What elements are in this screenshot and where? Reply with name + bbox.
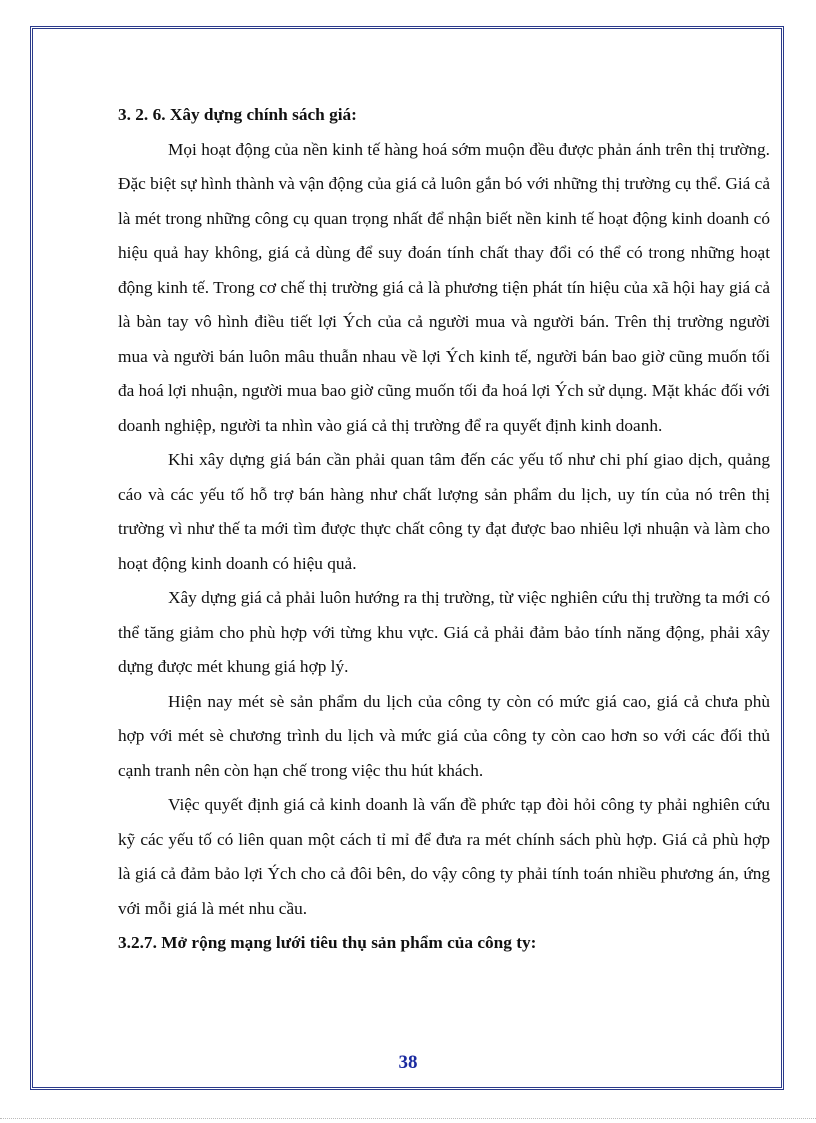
paragraph-4: Hiện nay mét sè sản phẩm du lịch của công ty còn có mức giá cao, giá cả chưa phù hợp với mét sè chương trình du lịch và mức giá của công ty còn cao hơn so với các đối thủ cạnh tranh nên còn hạn chế trong việc thu hút khách. [118, 691, 770, 780]
paragraph-3: Xây dựng giá cả phải luôn hướng ra thị trường, từ việc nghiên cứu thị trường ta mới có thể tăng giảm cho phù hợp với từng khu vực. Giá cả phải đảm bảo tính năng động, phải xây dựng được mét khung giá hợp lý. [118, 588, 770, 676]
document-body [118, 98, 770, 961]
section-heading-3-2-7: 3.2.7. Mở rộng mạng lưới tiêu thụ sản phẩm của công ty: [118, 933, 537, 952]
page-bottom-divider [0, 1118, 816, 1119]
section-heading-3-2-6: 3. 2. 6. Xây dựng chính sách giá: [118, 105, 357, 124]
paragraph-2: Khi xây dựng giá bán cần phải quan tâm đến các yếu tố như chi phí giao dịch, quảng cáo và các yếu tố hỗ trợ bán hàng như chất lượng sản phẩm du lịch, uy tín của nó trên thị trường vì như thế ta mới tìm được thực chất công ty đạt được bao nhiêu lợi nhuận và làm cho hoạt động kinh doanh có hiệu quả. [118, 450, 770, 573]
paragraph-5: Việc quyết định giá cả kinh doanh là vấn đề phức tạp đòi hỏi công ty phải nghiên cứu kỹ các yếu tố có liên quan một cách tỉ mỉ để đưa ra mét chính sách phù hợp. Giá cả phù hợp là giá cả đảm bảo lợi Ých cho cả đôi bên, do vậy công ty phải tính toán nhiều phương án, ứng với mỗi giá là mét nhu cầu. [118, 795, 770, 918]
page-number: 38 [398, 1052, 418, 1073]
paragraph-1: Mọi hoạt động của nền kinh tế hàng hoá sớm muộn đều được phản ánh trên thị trường. Đặc biệt sự hình thành và vận động của giá cả luôn gắn bó với những thị trường cụ thể. Giá cả là mét trong những công cụ quan trọng nhất để nhận biết nền kinh tế hoạt động kinh doanh có hiệu quả hay không, giá cả dùng để suy đoán tính chất thay đổi có thể có trong những hoạt động kinh tế. Trong cơ chế thị trường giá cả là phương tiện phát tín hiệu của xã hội hay giá cả là bàn tay vô hình điều tiết lợi Ých của cả người mua và người bán. Trên thị trường người mua và người bán luôn mâu thuẫn nhau về lợi Ých kinh tế, người bán bao giờ cũng muốn tối đa hoá lợi nhuận, người mua bao giờ cũng muốn tối đa hoá lợi Ých sử dụng. Mặt khác đối với doanh nghiệp, người ta nhìn vào giá cả thị trường để ra quyết định kinh doanh. [118, 139, 771, 435]
